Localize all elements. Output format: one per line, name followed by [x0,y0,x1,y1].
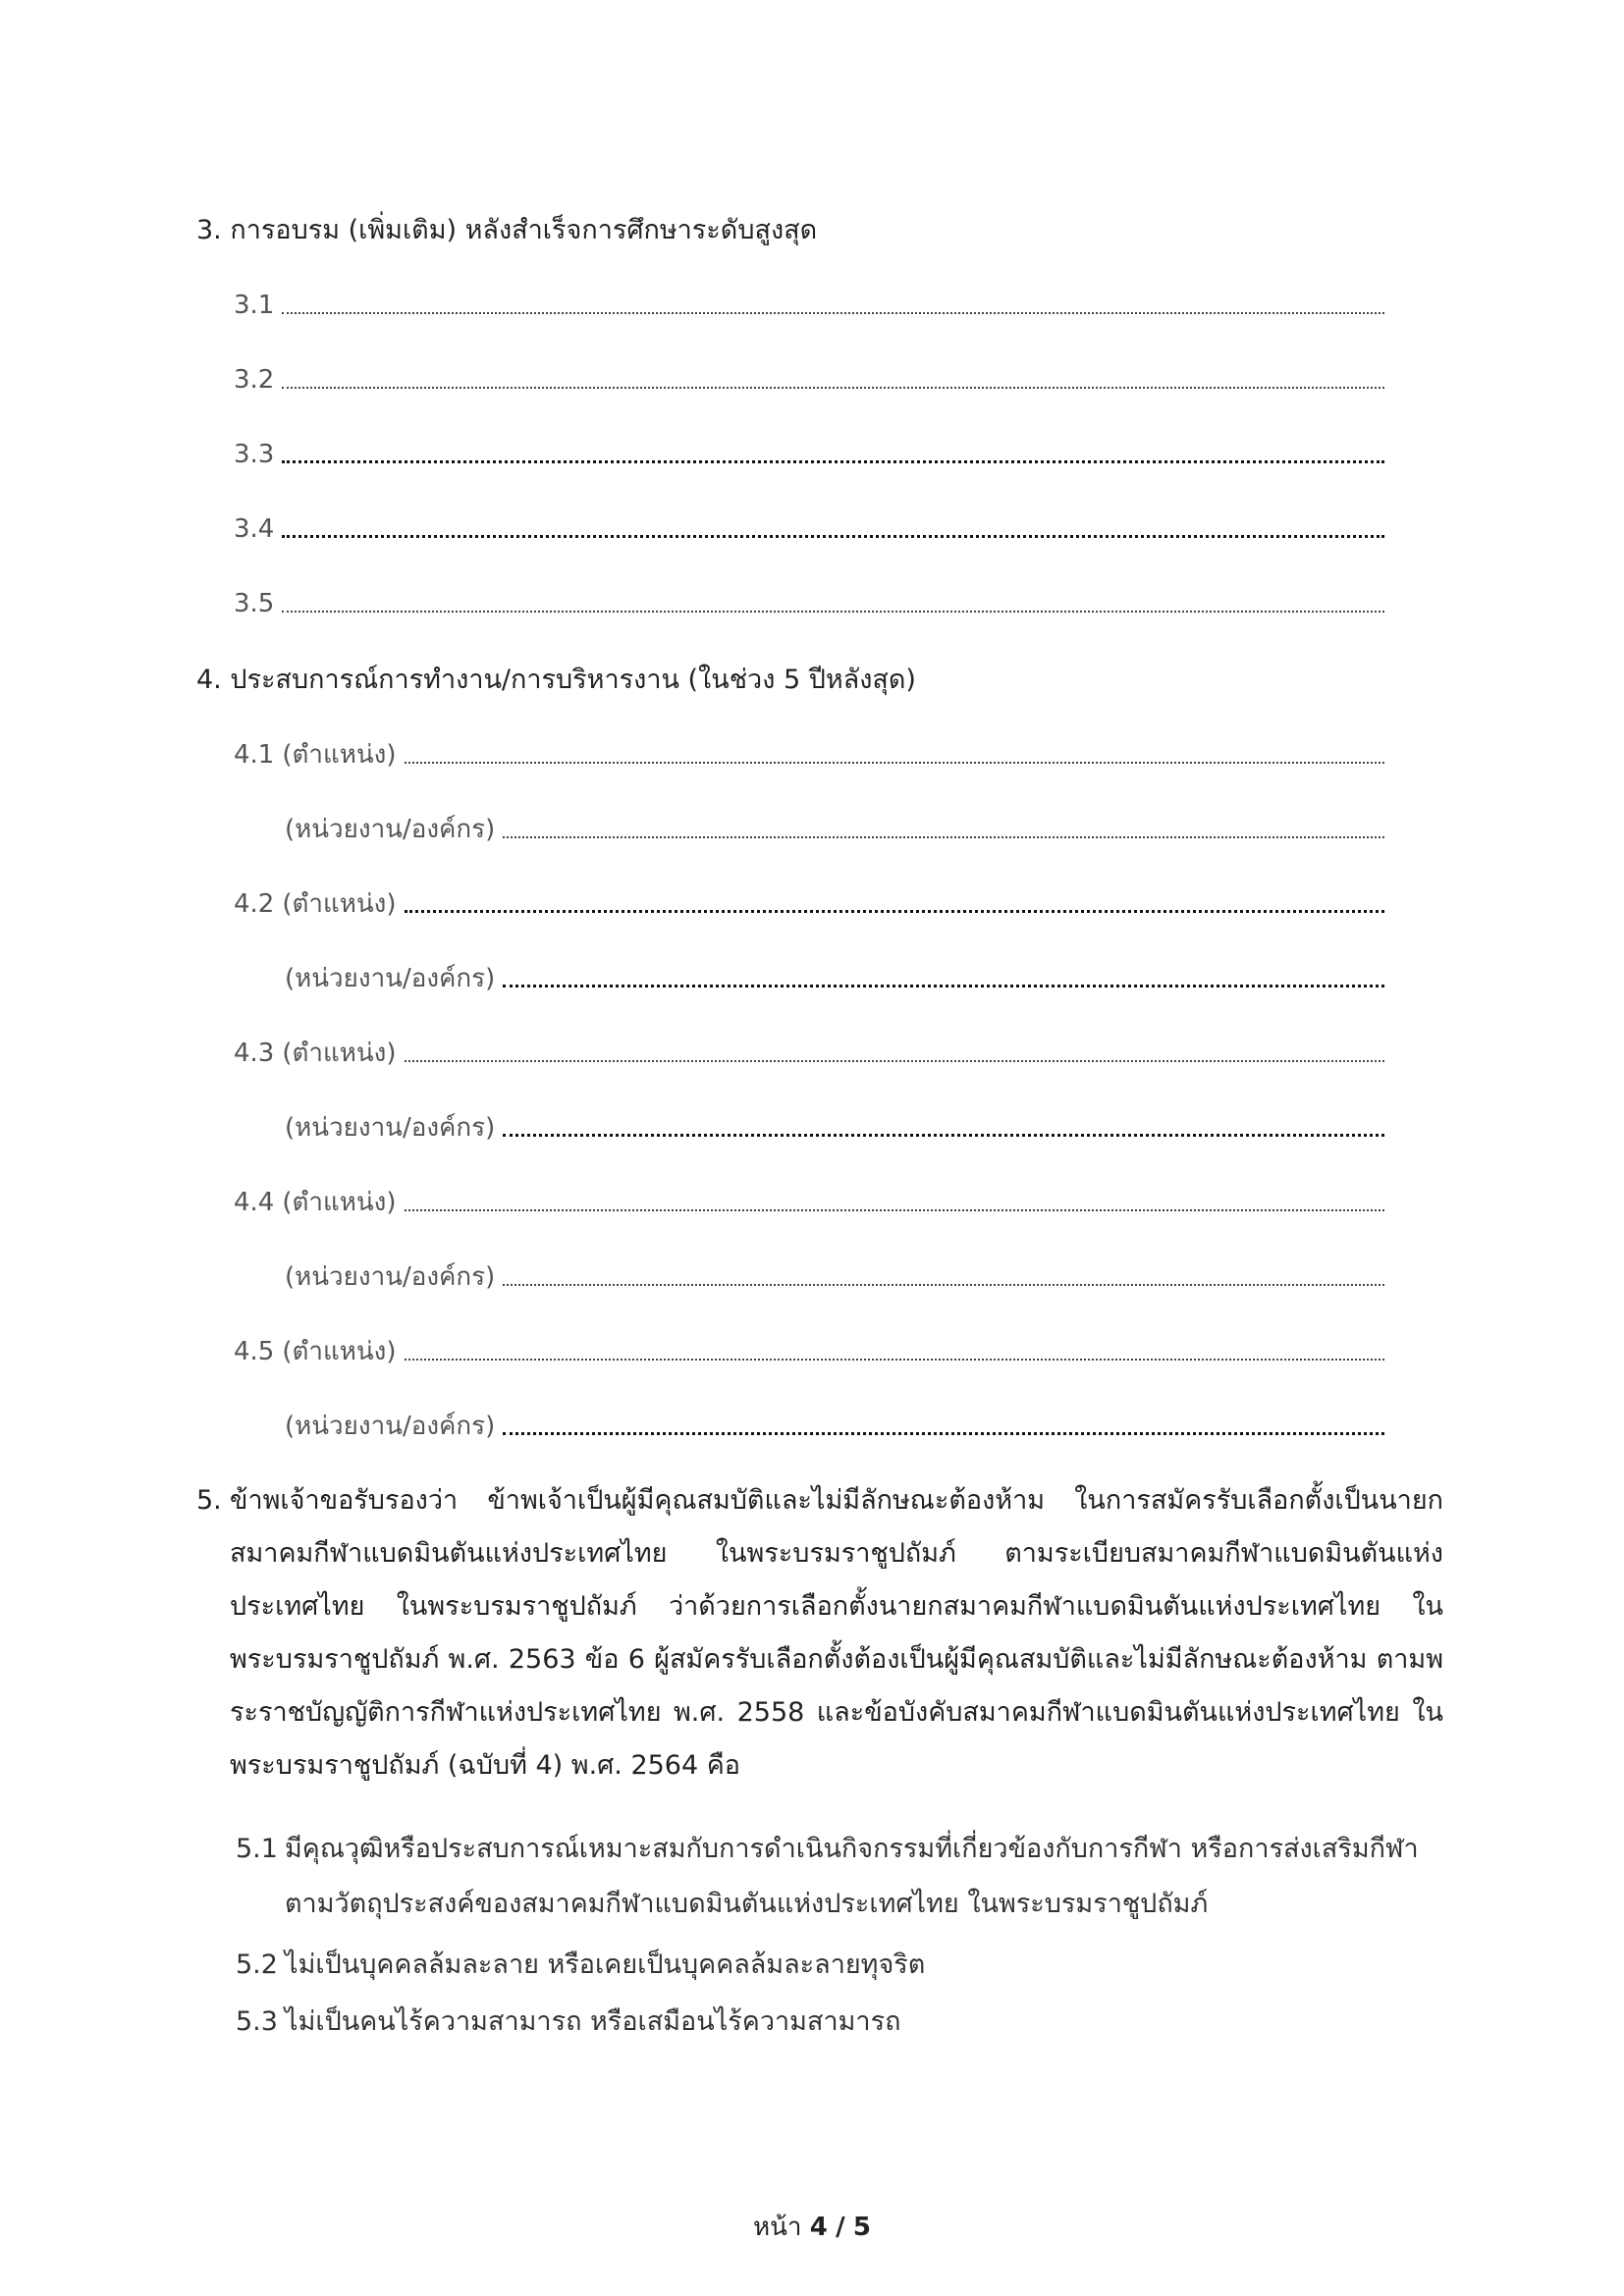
section-5-text: ข้าพเจ้าขอรับรองว่า ข้าพเจ้าเป็นผู้มีคุณสมบัติและไม่มีลักษณะต้องห้าม ในการสมัครรับเลือกตั้งเป็นนายกสมาคมกีฬาแบดมินตันแห่งประเทศไทย ในพระบรมราชูปถัมภ์ ตามระเบียบสมาคมกีฬาแบดมินตันแห่งประเทศไทย ในพระบรมราชูปถัมภ์ ว่าด้วยการเลือกตั้งนายกสมาคมกีฬาแบดมินตันแห่งประเทศไทย ในพระบรมราชูปถัมภ์ พ.ศ. 2563 ข้อ 6 ผู้สมัครรับเลือกตั้งต้องเป็นผู้มีคุณสมบัติและไม่มีลักษณะต้องห้าม ตามพระราชบัญญัติการกีฬาแห่งประเทศไทย พ.ศ. 2558 และข้อบังคับสมาคมกีฬาแบดมินตันแห่งประเทศไทย ในพระบรมราชูปถัมภ์ (ฉบับที่ 4) พ.ศ. 2564 คือ [230,1485,1443,1781]
position-label: (ตำแหน่ง) [282,1039,397,1068]
fill-in-line[interactable] [282,312,1384,314]
sub-item-number: 5.1 [236,1834,278,1864]
item-number: 4.1 [234,740,275,770]
item-number: 4.2 [234,889,275,919]
sub-item-5-2 [236,1938,1443,1993]
item-number: 3.2 [234,365,275,395]
item-number: 3.3 [234,440,275,469]
org-label: (หน่วยงาน/องค์กร) [285,815,496,844]
fill-in-line[interactable] [405,1060,1385,1062]
position-label: (ตำแหน่ง) [282,1337,397,1366]
fill-in-line[interactable] [282,535,1384,538]
experience-org-4-4 [285,1253,1384,1292]
section-4-heading: 4. ประสบการณ์การทำงาน/การบริหารงาน (ในช่วง 5 ปีหลังสุด) [196,665,916,695]
fill-in-line[interactable] [503,1284,1384,1286]
page-prefix: หน้า [753,2213,802,2242]
section-5-number: 5. [196,1485,222,1516]
fill-in-line[interactable] [503,836,1384,838]
training-row-3-4 [234,505,1384,544]
page-total: 5 [852,2213,871,2242]
experience-position-4-4 [234,1178,1384,1217]
experience-org-4-3 [285,1103,1384,1143]
sub-item-5-3 [236,1995,1443,2050]
experience-position-4-1 [234,730,1384,770]
org-label: (หน่วยงาน/องค์กร) [285,1412,496,1441]
sub-item-number: 5.2 [236,1949,278,1980]
experience-org-4-5 [285,1402,1384,1441]
position-label: (ตำแหน่ง) [282,740,397,770]
fill-in-line[interactable] [503,1134,1384,1137]
training-row-3-3 [234,430,1384,469]
section-5-paragraph [196,1474,1443,1792]
fill-in-line[interactable] [405,1359,1385,1361]
sub-item-number: 5.3 [236,2006,278,2037]
org-label: (หน่วยงาน/องค์กร) [285,1262,496,1292]
page-separator: / [836,2213,845,2242]
fill-in-line[interactable] [405,910,1385,913]
sub-item-text: มีคุณวุฒิหรือประสบการณ์เหมาะสมกับการดำเนินกิจกรรมที่เกี่ยวข้องกับการกีฬา หรือการส่งเสริมกีฬาตามวัตถุประสงค์ของสมาคมกีฬาแบดมินตันแห่งประเทศไทย ในพระบรมราชูปถัมภ์ [285,1834,1419,1919]
org-label: (หน่วยงาน/องค์กร) [285,1113,496,1143]
training-row-3-1 [234,281,1384,320]
fill-in-line[interactable] [503,1432,1384,1435]
training-row-3-5 [234,579,1384,618]
fill-in-line[interactable] [282,611,1384,613]
section-3-heading: 3. การอบรม (เพิ่มเติม) หลังสำเร็จการศึกษาระดับสูงสุด [196,215,818,245]
fill-in-line[interactable] [282,460,1384,463]
position-label: (ตำแหน่ง) [282,889,397,919]
experience-org-4-1 [285,805,1384,844]
experience-position-4-3 [234,1029,1384,1068]
item-number: 4.3 [234,1039,275,1068]
fill-in-line[interactable] [282,387,1384,389]
sub-item-5-1 [236,1822,1443,1932]
page-current: 4 [809,2213,828,2242]
position-label: (ตำแหน่ง) [282,1188,397,1217]
item-number: 3.4 [234,514,275,544]
sub-item-text: ไม่เป็นคนไร้ความสามารถ หรือเสมือนไร้ความสามารถ [285,2006,901,2037]
item-number: 4.5 [234,1337,275,1366]
item-number: 3.5 [234,589,275,618]
sub-item-text: ไม่เป็นบุคคลล้มละลาย หรือเคยเป็นบุคคลล้มละลายทุจริต [285,1949,926,1980]
fill-in-line[interactable] [503,985,1384,988]
experience-position-4-5 [234,1327,1384,1366]
item-number: 3.1 [234,291,275,320]
experience-position-4-2 [234,880,1384,919]
fill-in-line[interactable] [405,1209,1385,1211]
training-row-3-2 [234,355,1384,395]
experience-org-4-2 [285,954,1384,993]
item-number: 4.4 [234,1188,275,1217]
page-footer [0,2207,1624,2247]
fill-in-line[interactable] [405,762,1385,764]
org-label: (หน่วยงาน/องค์กร) [285,964,496,993]
